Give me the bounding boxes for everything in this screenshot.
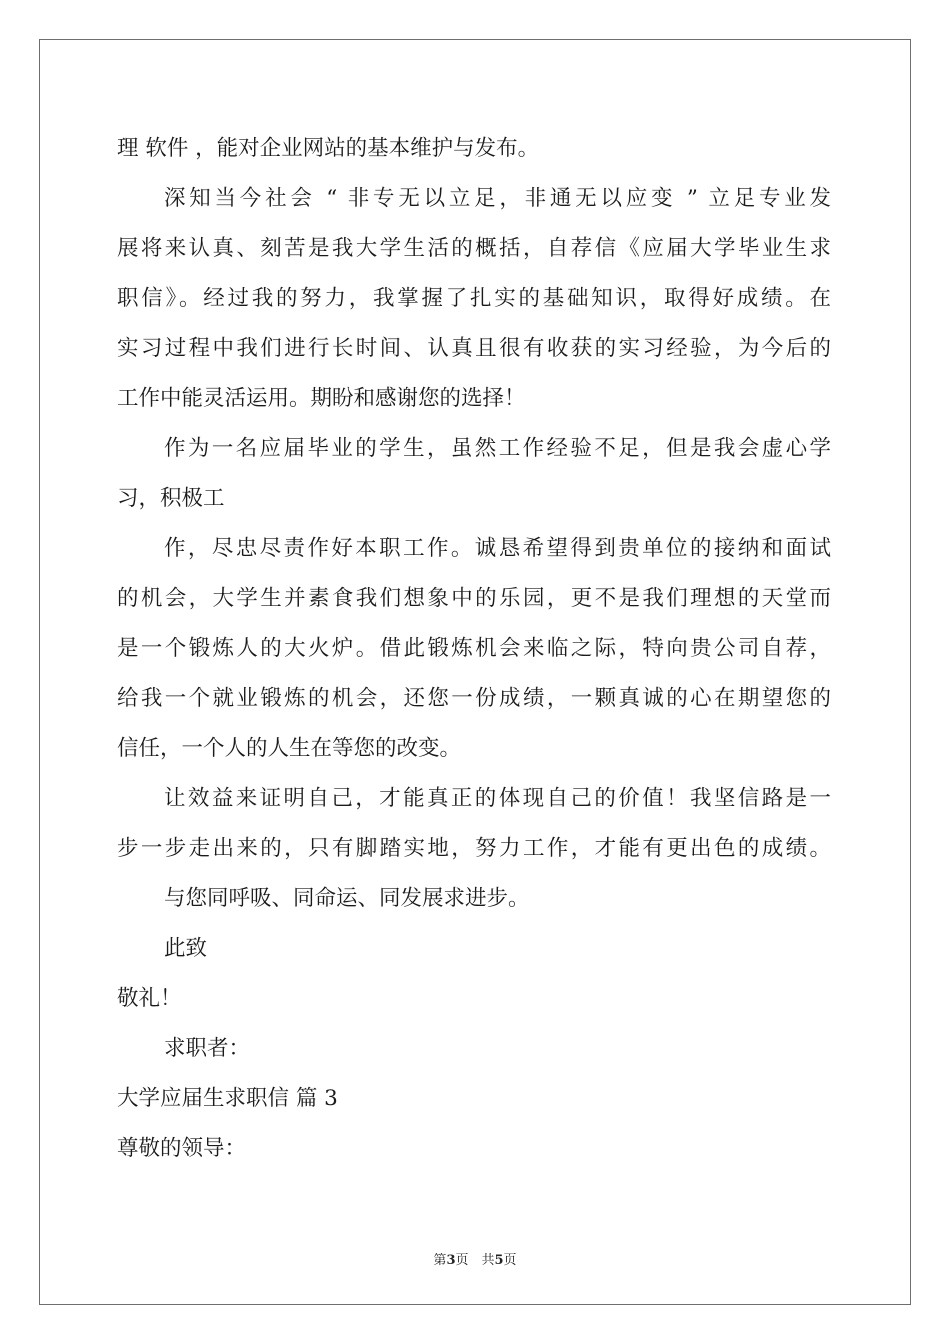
paragraph-line: 深知当今社会 “ 非专无以立足，非通无以应变 ” 立足专业发 (164, 186, 831, 211)
paragraph-line: 步一步走出来的，只有脚踏实地，努力工作，才能有更出色的成绩。 (117, 836, 831, 861)
closing-line: 此致 (164, 936, 208, 961)
paragraph-line: 职信》。经过我的努力，我掌握了扎实的基础知识，取得好成绩。在 (117, 286, 831, 311)
paragraph-line: 信任，一个人的人生在等您的改变。 (117, 736, 462, 761)
page-middle: 页 共 (455, 1253, 495, 1268)
section-heading: 大学应届生求职信 篇 3 (117, 1086, 338, 1111)
page-footer (0, 1249, 950, 1268)
page-suffix: 页 (503, 1253, 517, 1268)
paragraph-line: 展将来认真、刻苦是我大学生活的概括，自荐信《应届大学毕业生求 (117, 236, 831, 261)
paragraph-line: 让效益来证明自己，才能真正的体现自己的价值！我坚信路是一 (164, 786, 831, 811)
paragraph-line: 作为一名应届毕业的学生，虽然工作经验不足，但是我会虚心学 (164, 436, 831, 461)
paragraph-line: 工作中能灵活运用。期盼和感谢您的选择！ (117, 386, 526, 411)
page-prefix: 第 (433, 1253, 447, 1268)
paragraph-line: 实习过程中我们进行长时间、认真且很有收获的实习经验，为今后的 (117, 336, 831, 361)
paragraph-line: 理 软件 ，能对企业网站的基本维护与发布。 (117, 136, 540, 161)
total-page-number: 5 (494, 1253, 504, 1268)
paragraph-line: 是一个锻炼人的大火炉。借此锻炼机会来临之际，特向贵公司自荐， (117, 636, 831, 661)
paragraph-line: 与您同呼吸、同命运、同发展求进步。 (164, 886, 530, 911)
greeting-line: 尊敬的领导： (117, 1136, 247, 1161)
paragraph-line: 的机会，大学生并素食我们想象中的乐园，更不是我们理想的天堂而 (117, 586, 831, 611)
signature-line: 求职者： (164, 1036, 251, 1061)
salutation-line: 敬礼！ (117, 986, 182, 1011)
paragraph-line: 作，尽忠尽责作好本职工作。诚恳希望得到贵单位的接纳和面试 (164, 536, 831, 561)
paragraph-line: 习，积极工 (117, 486, 225, 511)
page-border (39, 39, 911, 1305)
paragraph-line: 给我一个就业锻炼的机会，还您一份成绩，一颗真诚的心在期望您的 (117, 686, 831, 711)
current-page-number: 3 (446, 1253, 456, 1268)
